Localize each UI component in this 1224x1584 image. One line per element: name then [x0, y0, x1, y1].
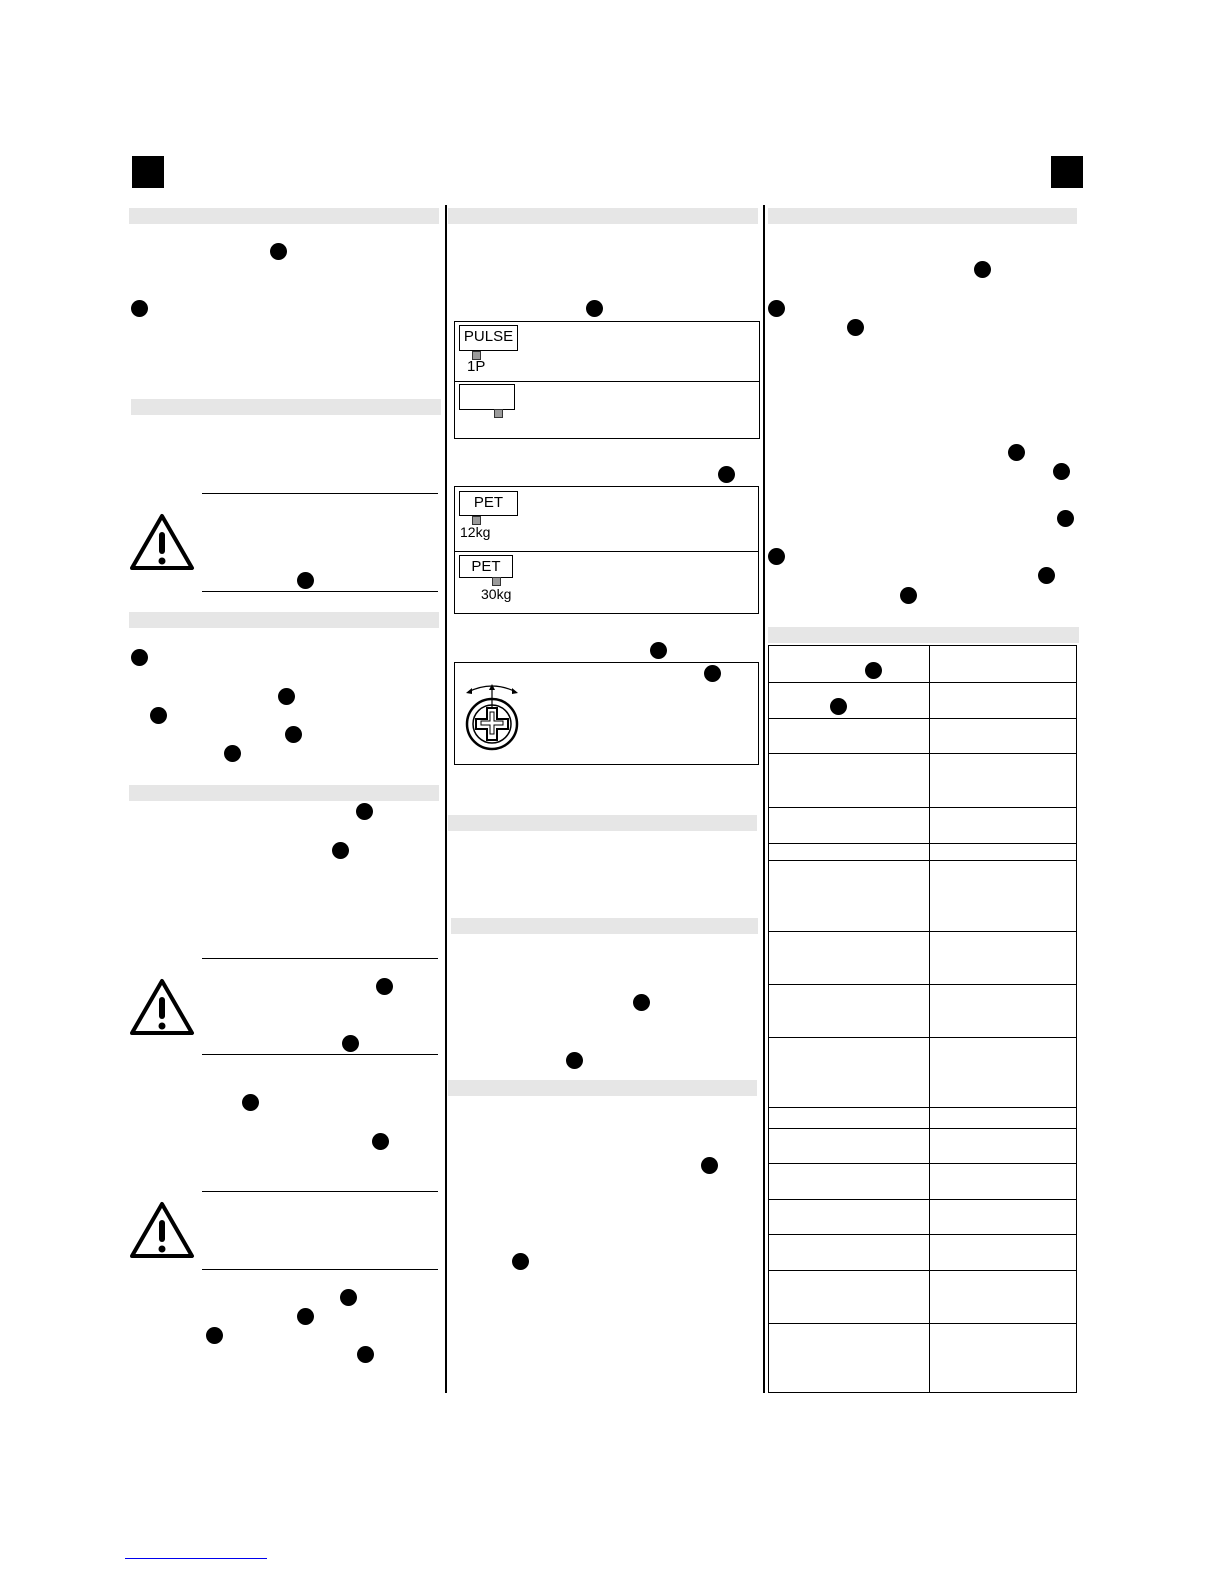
- callout-dot-icon: [701, 1157, 718, 1174]
- callout-dot-icon: [1008, 444, 1025, 461]
- table-row: [769, 1270, 1076, 1324]
- rotary-knob-icon: [462, 681, 522, 753]
- callout-dot-icon: [285, 726, 302, 743]
- section-header-bar: [448, 1080, 757, 1096]
- callout-dot-icon: [278, 688, 295, 705]
- footer-link[interactable]: [125, 1558, 267, 1559]
- callout-dot-icon: [356, 803, 373, 820]
- callout-dot-icon: [512, 1253, 529, 1270]
- callout-dot-icon: [704, 665, 721, 682]
- callout-dot-icon: [372, 1133, 389, 1150]
- warning-rule-bottom: [202, 591, 438, 592]
- table-row: [769, 843, 1076, 861]
- callout-dot-icon: [650, 642, 667, 659]
- pet-display: PET: [459, 491, 518, 516]
- specifications-table: [768, 645, 1077, 1393]
- indicator-led: [494, 409, 503, 418]
- callout-dot-icon: [131, 649, 148, 666]
- table-row: [769, 1037, 1076, 1108]
- callout-dot-icon: [768, 300, 785, 317]
- section-header-bar: [448, 208, 758, 224]
- table-row: [769, 1128, 1076, 1164]
- callout-dot-icon: [297, 572, 314, 589]
- callout-dot-icon: [297, 1308, 314, 1325]
- warning-triangle-icon: [129, 977, 195, 1037]
- warning-rule-bottom: [202, 1269, 438, 1270]
- callout-dot-icon: [566, 1052, 583, 1069]
- section-header-bar: [768, 208, 1077, 224]
- table-row: [769, 984, 1076, 1038]
- warning-rule-top: [202, 1191, 438, 1192]
- warning-rule-bottom: [202, 1054, 438, 1055]
- table-row: [769, 718, 1076, 754]
- callout-dot-icon: [131, 300, 148, 317]
- table-row: [769, 753, 1076, 808]
- table-row: [769, 1199, 1076, 1235]
- table-row: [769, 1234, 1076, 1271]
- column-divider-left: [445, 205, 447, 1393]
- table-row: [769, 682, 1076, 719]
- table-row: [769, 1163, 1076, 1200]
- warning-triangle-icon: [129, 512, 195, 572]
- section-header-bar: [129, 612, 439, 628]
- table-row: [769, 807, 1076, 844]
- callout-dot-icon: [1057, 510, 1074, 527]
- callout-dot-icon: [718, 466, 735, 483]
- callout-dot-icon: [206, 1327, 223, 1344]
- callout-dot-icon: [900, 587, 917, 604]
- callout-dot-icon: [1053, 463, 1070, 480]
- warning-rule-top: [202, 958, 438, 959]
- callout-dot-icon: [357, 1346, 374, 1363]
- language-tab-right: [1051, 156, 1083, 188]
- blank-display: [459, 384, 515, 410]
- section-header-bar: [129, 208, 439, 224]
- callout-dot-icon: [332, 842, 349, 859]
- language-tab-left: [132, 156, 164, 188]
- callout-dot-icon: [830, 698, 847, 715]
- callout-dot-icon: [768, 548, 785, 565]
- callout-dot-icon: [974, 261, 991, 278]
- callout-dot-icon: [376, 978, 393, 995]
- callout-dot-icon: [847, 319, 864, 336]
- callout-dot-icon: [340, 1289, 357, 1306]
- table-row: [769, 931, 1076, 985]
- warning-rule-top: [202, 493, 438, 494]
- table-row: [769, 646, 1076, 683]
- pet-display: PET: [459, 555, 513, 578]
- pulse-display: PULSE: [459, 325, 518, 351]
- pulse-value: 1P: [467, 358, 486, 375]
- section-header-bar: [768, 627, 1079, 643]
- section-header-bar: [129, 785, 439, 801]
- table-row: [769, 1323, 1076, 1393]
- callout-dot-icon: [586, 300, 603, 317]
- callout-dot-icon: [1038, 567, 1055, 584]
- callout-dot-icon: [342, 1035, 359, 1052]
- callout-dot-icon: [270, 243, 287, 260]
- table-row: [769, 1107, 1076, 1129]
- callout-dot-icon: [242, 1094, 259, 1111]
- callout-dot-icon: [150, 707, 167, 724]
- pet-weight: 30kg: [481, 586, 512, 602]
- section-header-bar: [131, 399, 441, 415]
- section-header-bar: [448, 815, 757, 831]
- callout-dot-icon: [865, 662, 882, 679]
- callout-dot-icon: [224, 745, 241, 762]
- pet-weight: 12kg: [460, 524, 491, 540]
- callout-dot-icon: [633, 994, 650, 1011]
- column-divider-right: [763, 205, 765, 1393]
- table-row: [769, 860, 1076, 932]
- section-header-bar: [451, 918, 758, 934]
- indicator-led: [492, 577, 501, 586]
- warning-triangle-icon: [129, 1200, 195, 1260]
